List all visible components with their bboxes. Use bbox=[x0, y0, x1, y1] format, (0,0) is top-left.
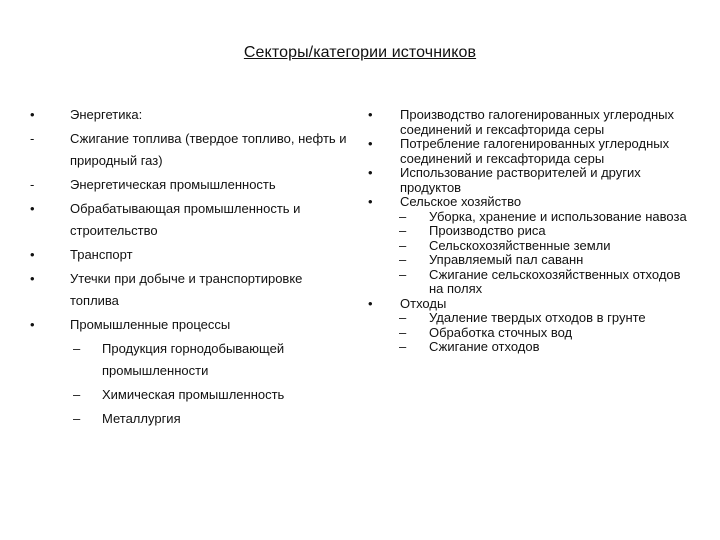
dash-icon: – bbox=[399, 252, 407, 267]
list-item-text: Утечки при добыче и транспортировке топлива bbox=[70, 271, 303, 308]
list-item-text: Сельскохозяйственные земли bbox=[429, 237, 611, 253]
list-item-text: Промышленные процессы bbox=[70, 317, 231, 332]
bullet-icon: • bbox=[368, 295, 373, 311]
list-item bbox=[30, 198, 350, 242]
list-item-text: Производство риса bbox=[429, 223, 546, 238]
list-subitem bbox=[368, 253, 698, 268]
bullet-icon: • bbox=[30, 201, 35, 216]
list-subitem bbox=[368, 340, 698, 355]
list-subitem bbox=[368, 311, 698, 326]
list-item-text: Химическая промышленность bbox=[102, 387, 285, 402]
list-item-text: Сельское хозяйство bbox=[400, 194, 522, 209]
list-item bbox=[368, 297, 698, 312]
dash-icon: - bbox=[30, 131, 35, 146]
list-item-text: Использование растворителей и других продуктов bbox=[400, 165, 641, 195]
bullet-icon: • bbox=[368, 194, 373, 209]
list-item-text: Управляемый пал саванн bbox=[429, 252, 584, 267]
dash-icon: – bbox=[399, 223, 407, 238]
dash-icon: – bbox=[399, 208, 407, 224]
dash-icon: – bbox=[399, 324, 407, 340]
list-subitem bbox=[30, 408, 350, 430]
dash-icon: – bbox=[73, 411, 81, 426]
list-item bbox=[368, 195, 698, 210]
dash-icon: – bbox=[399, 266, 407, 282]
list-subitem bbox=[30, 338, 350, 382]
list-item bbox=[368, 166, 698, 195]
list-item-text: Удаление твердых отходов в грунте bbox=[429, 310, 646, 325]
list-item bbox=[368, 108, 698, 137]
bullet-icon: • bbox=[368, 107, 373, 122]
list-item bbox=[30, 104, 350, 126]
list-item-text: Отходы bbox=[400, 295, 447, 311]
list-item-text: Сжигание сельскохозяйственных отходов на полях bbox=[429, 266, 681, 296]
list-item bbox=[30, 128, 350, 172]
list-item-text: Сжигание отходов bbox=[429, 339, 540, 354]
bullet-icon: • bbox=[30, 271, 35, 286]
dash-icon: – bbox=[399, 310, 407, 325]
bullet-icon: • bbox=[368, 136, 373, 151]
list-subitem bbox=[30, 384, 350, 406]
dash-icon: – bbox=[73, 341, 81, 356]
list-item-text: Металлургия bbox=[102, 411, 181, 426]
list-item-text: Продукция горнодобывающей промышленности bbox=[102, 341, 285, 378]
list-item bbox=[30, 314, 350, 336]
list-subitem bbox=[368, 224, 698, 239]
list-item-text: Транспорт bbox=[70, 247, 133, 262]
list-item-text: Уборка, хранение и использование навоза bbox=[429, 208, 687, 224]
bullet-icon: • bbox=[30, 317, 35, 332]
dash-icon: - bbox=[30, 177, 35, 192]
dash-icon: – bbox=[399, 339, 407, 354]
list-item bbox=[30, 244, 350, 266]
list-subitem bbox=[368, 326, 698, 341]
dash-icon: – bbox=[73, 387, 81, 402]
bullet-icon: • bbox=[368, 165, 373, 180]
dash-icon: – bbox=[399, 237, 407, 253]
list-subitem bbox=[368, 268, 698, 297]
list-item-text: Обрабатывающая промышленность и строительство bbox=[70, 201, 301, 238]
list-subitem bbox=[368, 210, 698, 225]
bullet-icon: • bbox=[30, 247, 35, 262]
page-title: Секторы/категории источников bbox=[243, 44, 477, 61]
list-item-text: Потребление галогенированных углеродных соединений и гексафторида серы bbox=[400, 136, 670, 166]
bullet-icon: • bbox=[30, 107, 35, 122]
list-item-text: Сжигание топлива (твердое топливо, нефть и природный газ) bbox=[70, 131, 347, 168]
right-column-list bbox=[368, 108, 698, 355]
list-item bbox=[30, 268, 350, 312]
left-column-list bbox=[30, 104, 350, 432]
list-item bbox=[30, 174, 350, 196]
list-item-text: Энергетика: bbox=[70, 107, 143, 122]
list-item bbox=[368, 137, 698, 166]
list-item-text: Обработка сточных вод bbox=[429, 324, 573, 340]
list-item-text: Производство галогенированных углеродных соединений и гексафторида серы bbox=[400, 107, 674, 137]
list-item-text: Энергетическая промышленность bbox=[70, 177, 276, 192]
list-subitem bbox=[368, 239, 698, 254]
